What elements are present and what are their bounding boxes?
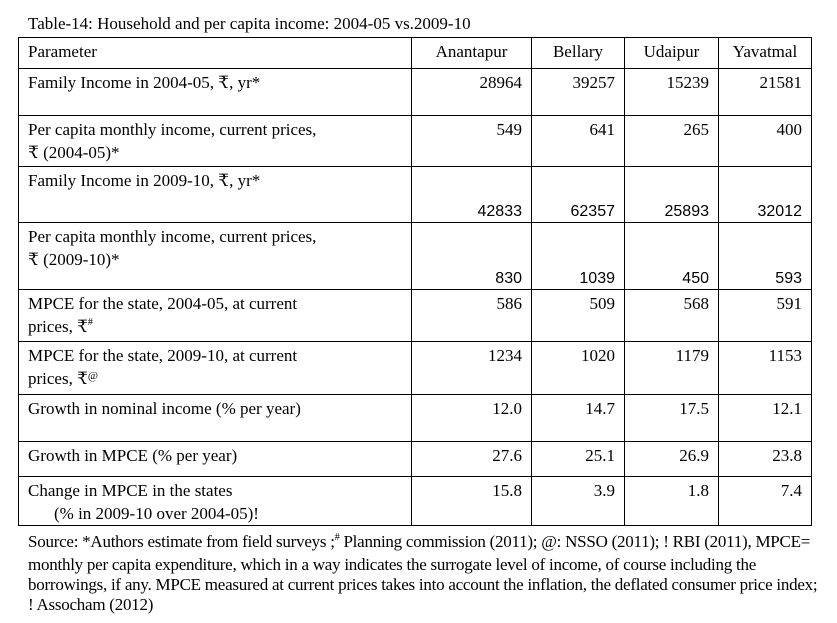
value-yavatmal: 1153 <box>719 342 812 395</box>
value-anantapur: 42833 <box>412 167 532 223</box>
value-anantapur: 27.6 <box>412 442 532 477</box>
value-anantapur: 1234 <box>412 342 532 395</box>
value-yavatmal: 23.8 <box>719 442 812 477</box>
value-yavatmal: 32012 <box>719 167 812 223</box>
income-table <box>18 37 812 526</box>
value-udaipur: 1179 <box>625 342 719 395</box>
table-row <box>19 442 812 477</box>
value-bellary: 62357 <box>532 167 625 223</box>
value-yavatmal: 12.1 <box>719 395 812 442</box>
value-udaipur: 17.5 <box>625 395 719 442</box>
value-anantapur: 12.0 <box>412 395 532 442</box>
value-bellary: 641 <box>532 116 625 167</box>
header-row <box>19 38 812 69</box>
value-bellary: 1039 <box>532 223 625 290</box>
footnote-marker: @ <box>87 370 99 382</box>
table-row <box>19 116 812 167</box>
header-bellary: Bellary <box>532 38 625 69</box>
value-yavatmal: 21581 <box>719 69 812 116</box>
value-udaipur: 26.9 <box>625 442 719 477</box>
value-anantapur: 28964 <box>412 69 532 116</box>
value-anantapur: 549 <box>412 116 532 167</box>
footnote-marker: # <box>334 532 340 543</box>
value-bellary: 509 <box>532 290 625 342</box>
value-anantapur: 15.8 <box>412 477 532 526</box>
table-row <box>19 223 812 290</box>
table-row <box>19 167 812 223</box>
table-row <box>19 290 812 342</box>
row-label: Per capita monthly income, current prices, ₹ (2004-05)* <box>19 116 412 167</box>
header-anantapur: Anantapur <box>412 38 532 69</box>
row-label: MPCE for the state, 2004-05, at current prices, ₹# <box>19 290 412 342</box>
value-anantapur: 586 <box>412 290 532 342</box>
value-bellary: 3.9 <box>532 477 625 526</box>
footnote-marker: # <box>87 317 93 328</box>
table-row <box>19 69 812 116</box>
value-udaipur: 15239 <box>625 69 719 116</box>
row-label: Growth in nominal income (% per year) <box>19 395 412 442</box>
value-yavatmal: 7.4 <box>719 477 812 526</box>
value-yavatmal: 591 <box>719 290 812 342</box>
value-bellary: 1020 <box>532 342 625 395</box>
table-row <box>19 477 812 526</box>
source-note: Source: *Authors estimate from field surveys ;# Planning commission (2011); @: NSSO (2011); ! RBI (2011), MPCE= monthly per capita expenditure, which in a way indicates the surrogate level of income, of course including the borrowings, if any. MPCE measured at current prices takes into account the inflation, the deflated consumer price index; ! Assocham (2012) <box>28 532 818 614</box>
value-yavatmal: 593 <box>719 223 812 290</box>
row-label: Change in MPCE in the states (% in 2009-10 over 2004-05)! <box>19 477 412 526</box>
value-udaipur: 450 <box>625 223 719 290</box>
value-udaipur: 568 <box>625 290 719 342</box>
table-row <box>19 395 812 442</box>
row-label: Family Income in 2004-05, ₹, yr* <box>19 69 412 116</box>
row-label: Family Income in 2009-10, ₹, yr* <box>19 167 412 223</box>
value-yavatmal: 400 <box>719 116 812 167</box>
header-yavatmal: Yavatmal <box>719 38 812 69</box>
table-row <box>19 342 812 395</box>
value-udaipur: 1.8 <box>625 477 719 526</box>
value-bellary: 25.1 <box>532 442 625 477</box>
row-label: Growth in MPCE (% per year) <box>19 442 412 477</box>
header-parameter: Parameter <box>19 38 412 69</box>
header-udaipur: Udaipur <box>625 38 719 69</box>
value-udaipur: 265 <box>625 116 719 167</box>
value-bellary: 39257 <box>532 69 625 116</box>
row-label: Per capita monthly income, current prices, ₹ (2009-10)* <box>19 223 412 290</box>
value-anantapur: 830 <box>412 223 532 290</box>
value-udaipur: 25893 <box>625 167 719 223</box>
row-label: MPCE for the state, 2009-10, at current prices, ₹@ <box>19 342 412 395</box>
value-bellary: 14.7 <box>532 395 625 442</box>
table-caption: Table-14: Household and per capita income: 2004-05 vs.2009-10 <box>28 14 471 33</box>
